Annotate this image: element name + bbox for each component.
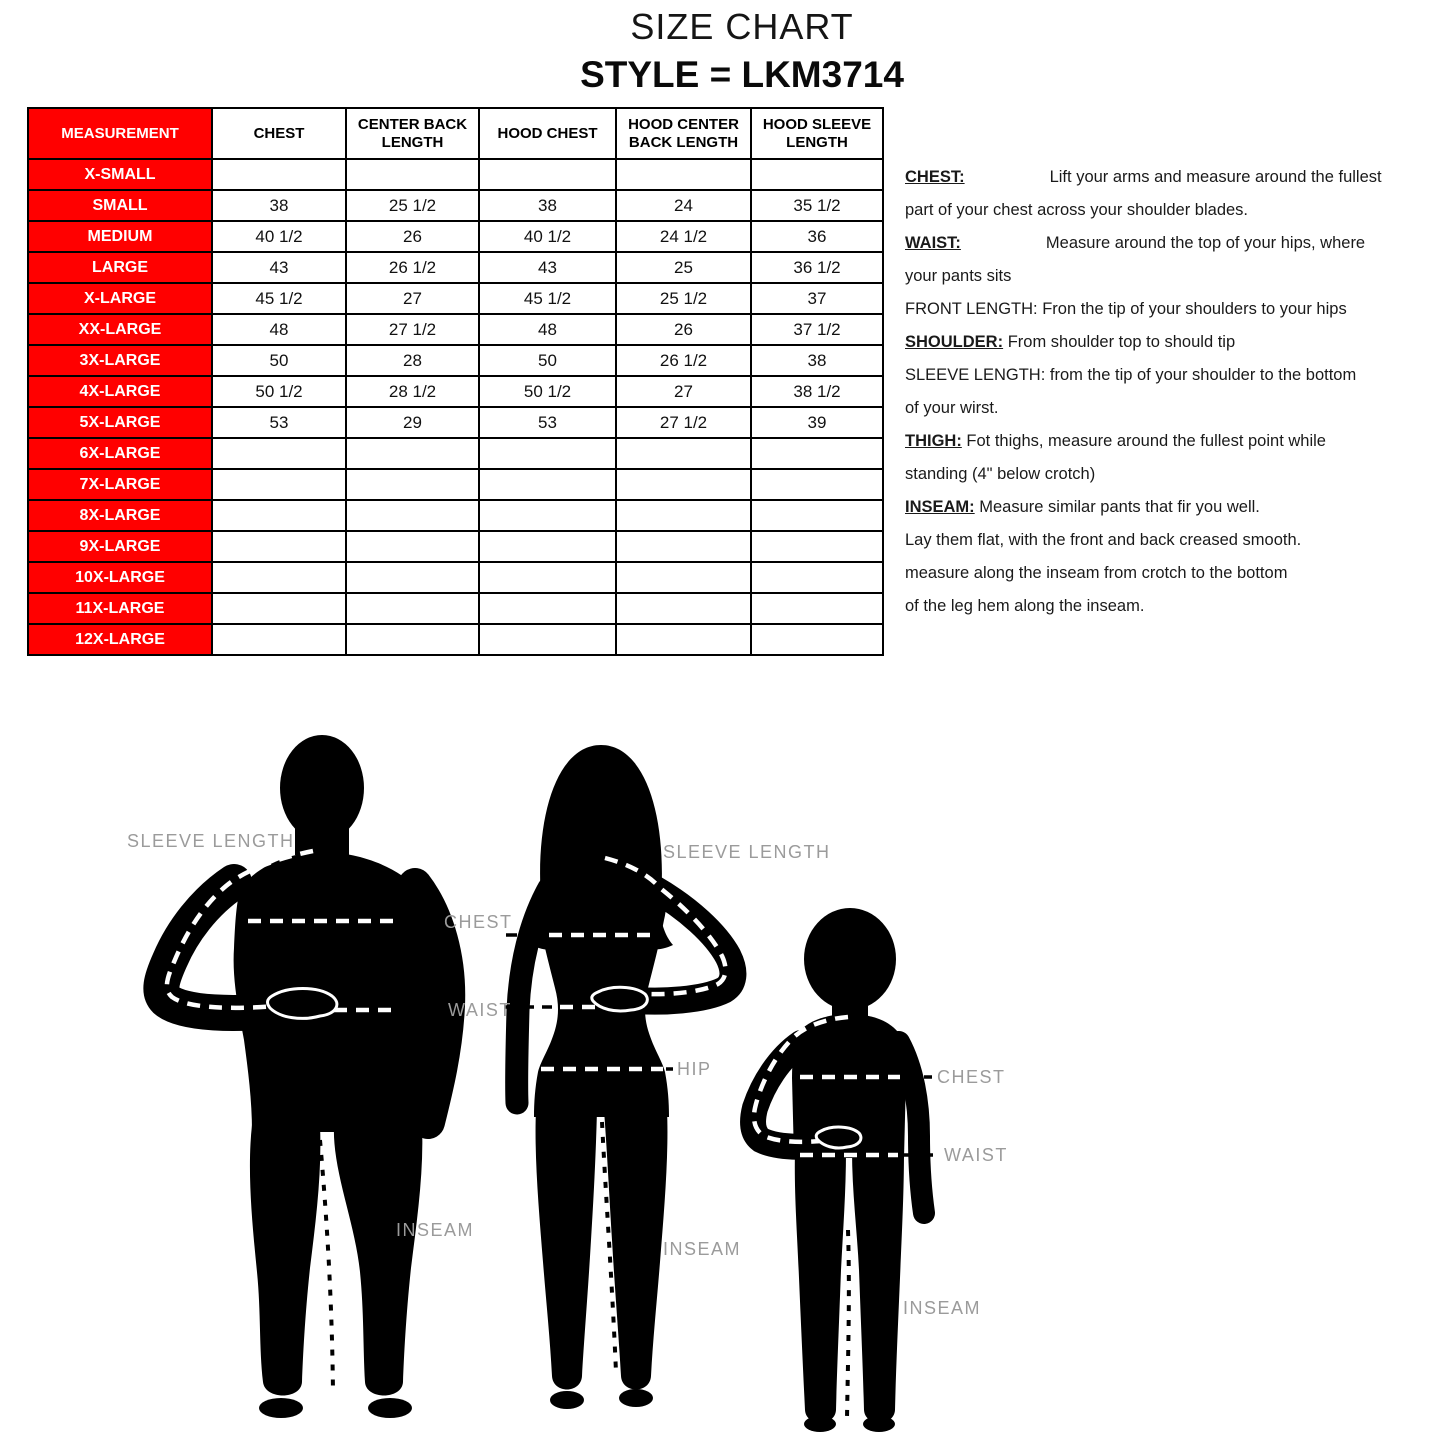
- measurement-value-cell: 39: [751, 407, 883, 438]
- size-chart-table: [27, 107, 884, 656]
- measurement-value-cell: [212, 500, 346, 531]
- inseam-label-child: INSEAM: [903, 1298, 982, 1318]
- instruction-line: FRONT LENGTH: Fron the tip of your shoulders to your hips: [905, 300, 1347, 318]
- size-table-body: [28, 159, 883, 655]
- woman-left-leg: [536, 1110, 597, 1390]
- measurement-value-cell: [616, 500, 751, 531]
- chest-label: CHEST: [444, 912, 513, 932]
- measurement-value-cell: [212, 593, 346, 624]
- measurement-value-cell: [479, 469, 616, 500]
- table-row: [28, 345, 883, 376]
- size-label-cell: LARGE: [28, 252, 212, 283]
- measurement-value-cell: 43: [479, 252, 616, 283]
- measurement-value-cell: 38: [751, 345, 883, 376]
- size-label-cell: SMALL: [28, 190, 212, 221]
- header-hood-center-back-length: HOOD CENTER BACK LENGTH: [616, 108, 751, 159]
- table-row: [28, 531, 883, 562]
- instruction-keyword: INSEAM:: [905, 498, 975, 516]
- measurement-value-cell: [479, 500, 616, 531]
- sleeve-length-label-woman: SLEEVE LENGTH: [663, 842, 831, 862]
- measurement-value-cell: 50 1/2: [212, 376, 346, 407]
- measurement-value-cell: 35 1/2: [751, 190, 883, 221]
- page-header: [342, 4, 1142, 98]
- woman-hand: [592, 987, 648, 1011]
- size-label-cell: 9X-LARGE: [28, 531, 212, 562]
- header-hood-chest: HOOD CHEST: [479, 108, 616, 159]
- waist-label: WAIST: [448, 1000, 512, 1020]
- measurement-value-cell: 50 1/2: [479, 376, 616, 407]
- style-code: STYLE = LKM3714: [580, 54, 904, 95]
- measurement-value-cell: 26: [346, 221, 479, 252]
- measurement-value-cell: [616, 531, 751, 562]
- measurement-value-cell: [751, 593, 883, 624]
- measurement-value-cell: 48: [212, 314, 346, 345]
- table-row: [28, 624, 883, 655]
- measurement-value-cell: 40 1/2: [479, 221, 616, 252]
- measurement-value-cell: [616, 562, 751, 593]
- measurement-value-cell: 26 1/2: [346, 252, 479, 283]
- measurement-value-cell: [751, 469, 883, 500]
- man-hand: [268, 989, 337, 1019]
- table-row: [28, 407, 883, 438]
- header-chest: CHEST: [212, 108, 346, 159]
- instruction-line: your pants sits: [905, 267, 1012, 285]
- measurement-value-cell: 27 1/2: [616, 407, 751, 438]
- size-label-cell: 12X-LARGE: [28, 624, 212, 655]
- measurement-value-cell: 40 1/2: [212, 221, 346, 252]
- measurement-value-cell: 38: [479, 190, 616, 221]
- size-label-cell: 3X-LARGE: [28, 345, 212, 376]
- child-hand: [816, 1127, 861, 1148]
- measurement-value-cell: 36 1/2: [751, 252, 883, 283]
- waist-label-child: WAIST: [944, 1145, 1008, 1165]
- child-right-foot: [863, 1416, 895, 1432]
- child-left-leg: [795, 1150, 846, 1423]
- table-row: [28, 283, 883, 314]
- instruction-line: SHOULDER: From shoulder top to should tip: [905, 333, 1236, 351]
- instruction-keyword: WAIST:: [905, 234, 961, 252]
- chest-label-child: CHEST: [937, 1067, 1006, 1087]
- man-right-foot: [368, 1398, 412, 1418]
- child-inseam-measure-line: [847, 1230, 849, 1418]
- instruction-line: INSEAM: Measure similar pants that fir you well.: [905, 498, 1260, 516]
- measurement-value-cell: [751, 159, 883, 190]
- instruction-line: measure along the inseam from crotch to the bottom: [905, 564, 1288, 582]
- measurement-value-cell: [751, 500, 883, 531]
- man-right-leg: [334, 1125, 422, 1396]
- measurement-value-cell: 43: [212, 252, 346, 283]
- measurement-value-cell: [346, 531, 479, 562]
- man-left-foot: [259, 1398, 303, 1418]
- man-left-leg: [250, 1125, 320, 1396]
- instruction-line: CHEST: Lift your arms and measure around the fullest: [905, 168, 1382, 186]
- child-left-foot: [804, 1416, 836, 1432]
- size-label-cell: MEDIUM: [28, 221, 212, 252]
- measurement-value-cell: [212, 562, 346, 593]
- measurement-value-cell: [479, 593, 616, 624]
- size-label-cell: 10X-LARGE: [28, 562, 212, 593]
- measurement-value-cell: 24: [616, 190, 751, 221]
- instruction-line: WAIST: Measure around the top of your hips, where: [905, 234, 1366, 252]
- measurement-value-cell: 28 1/2: [346, 376, 479, 407]
- measurement-value-cell: 48: [479, 314, 616, 345]
- size-label-cell: 6X-LARGE: [28, 438, 212, 469]
- measurement-value-cell: 25 1/2: [616, 283, 751, 314]
- instruction-line: SLEEVE LENGTH: from the tip of your shoulder to the bottom: [905, 366, 1357, 384]
- measurement-value-cell: 50: [479, 345, 616, 376]
- header-hood-sleeve-length: HOOD SLEEVE LENGTH: [751, 108, 883, 159]
- woman-right-foot: [619, 1389, 653, 1407]
- man-neck: [295, 810, 349, 855]
- instruction-line: THIGH: Fot thighs, measure around the fullest point while: [905, 432, 1326, 450]
- size-label-cell: 8X-LARGE: [28, 500, 212, 531]
- table-row: [28, 159, 883, 190]
- instruction-line: of the leg hem along the inseam.: [905, 597, 1145, 615]
- table-row: [28, 190, 883, 221]
- measurement-value-cell: [212, 469, 346, 500]
- measurement-value-cell: [346, 562, 479, 593]
- measurement-value-cell: [479, 159, 616, 190]
- measurement-value-cell: 45 1/2: [479, 283, 616, 314]
- measurement-value-cell: [346, 624, 479, 655]
- measurement-value-cell: 27: [346, 283, 479, 314]
- measurement-value-cell: 53: [479, 407, 616, 438]
- size-label-cell: XX-LARGE: [28, 314, 212, 345]
- child-right-leg: [852, 1150, 904, 1423]
- woman-left-foot: [550, 1391, 584, 1409]
- measurement-value-cell: 27 1/2: [346, 314, 479, 345]
- measurement-value-cell: [346, 159, 479, 190]
- measurement-value-cell: [479, 531, 616, 562]
- measurement-value-cell: [751, 624, 883, 655]
- instruction-line: standing (4" below crotch): [905, 465, 1096, 483]
- measurement-value-cell: [212, 531, 346, 562]
- measurement-value-cell: [212, 159, 346, 190]
- measurement-value-cell: 36: [751, 221, 883, 252]
- hip-label: HIP: [677, 1059, 712, 1079]
- measurement-value-cell: 37: [751, 283, 883, 314]
- header-measurement: MEASUREMENT: [28, 108, 212, 159]
- table-row: [28, 376, 883, 407]
- size-label-cell: 5X-LARGE: [28, 407, 212, 438]
- measurement-value-cell: [212, 624, 346, 655]
- child-silhouette: [753, 908, 939, 1432]
- size-label-cell: 4X-LARGE: [28, 376, 212, 407]
- inseam-label-woman: INSEAM: [663, 1239, 742, 1259]
- measurement-value-cell: 29: [346, 407, 479, 438]
- instruction-keyword: SHOULDER:: [905, 333, 1004, 351]
- header-center-back-length: CENTER BACK LENGTH: [346, 108, 479, 159]
- measurement-value-cell: 26 1/2: [616, 345, 751, 376]
- measurement-value-cell: [346, 469, 479, 500]
- table-header-row: [28, 108, 883, 159]
- instruction-line: of your wirst.: [905, 399, 999, 417]
- measurement-value-cell: [479, 624, 616, 655]
- man-inseam-measure-line: [320, 1140, 333, 1392]
- table-row: [28, 252, 883, 283]
- table-row: [28, 500, 883, 531]
- measurement-value-cell: [346, 438, 479, 469]
- sleeve-length-label-man: SLEEVE LENGTH: [127, 831, 295, 851]
- measurement-value-cell: 27: [616, 376, 751, 407]
- measurement-value-cell: [346, 500, 479, 531]
- measurement-value-cell: [616, 159, 751, 190]
- measurement-value-cell: [479, 438, 616, 469]
- measurement-value-cell: 25: [616, 252, 751, 283]
- measurement-value-cell: [616, 438, 751, 469]
- measurement-value-cell: 24 1/2: [616, 221, 751, 252]
- measurement-figures: [0, 700, 1445, 1445]
- measurement-value-cell: 45 1/2: [212, 283, 346, 314]
- instruction-line: part of your chest across your shoulder blades.: [905, 201, 1249, 219]
- measurement-value-cell: [616, 469, 751, 500]
- measurement-value-cell: 38: [212, 190, 346, 221]
- measurement-value-cell: [751, 562, 883, 593]
- table-row: [28, 438, 883, 469]
- table-row: [28, 562, 883, 593]
- measurement-value-cell: 53: [212, 407, 346, 438]
- size-label-cell: 7X-LARGE: [28, 469, 212, 500]
- measurement-value-cell: [751, 531, 883, 562]
- instructions: [905, 161, 1405, 623]
- measurement-value-cell: [212, 438, 346, 469]
- measurement-value-cell: 26: [616, 314, 751, 345]
- page-title: SIZE CHART: [630, 6, 854, 47]
- size-label-cell: 11X-LARGE: [28, 593, 212, 624]
- instruction-keyword: THIGH:: [905, 432, 962, 450]
- table-row: [28, 593, 883, 624]
- measurement-value-cell: 28: [346, 345, 479, 376]
- size-label-cell: X-SMALL: [28, 159, 212, 190]
- table-row: [28, 314, 883, 345]
- measurement-value-cell: 25 1/2: [346, 190, 479, 221]
- inseam-label-man: INSEAM: [396, 1220, 475, 1240]
- measurement-value-cell: 38 1/2: [751, 376, 883, 407]
- measurement-value-cell: 50: [212, 345, 346, 376]
- measurement-value-cell: [616, 624, 751, 655]
- instruction-line: Lay them flat, with the front and back creased smooth.: [905, 531, 1302, 549]
- measurement-value-cell: [346, 593, 479, 624]
- size-label-cell: X-LARGE: [28, 283, 212, 314]
- measurement-value-cell: [751, 438, 883, 469]
- measurement-value-cell: 37 1/2: [751, 314, 883, 345]
- table-row: [28, 469, 883, 500]
- instruction-keyword: CHEST:: [905, 168, 965, 186]
- table-row: [28, 221, 883, 252]
- measurement-value-cell: [479, 562, 616, 593]
- measurement-value-cell: [616, 593, 751, 624]
